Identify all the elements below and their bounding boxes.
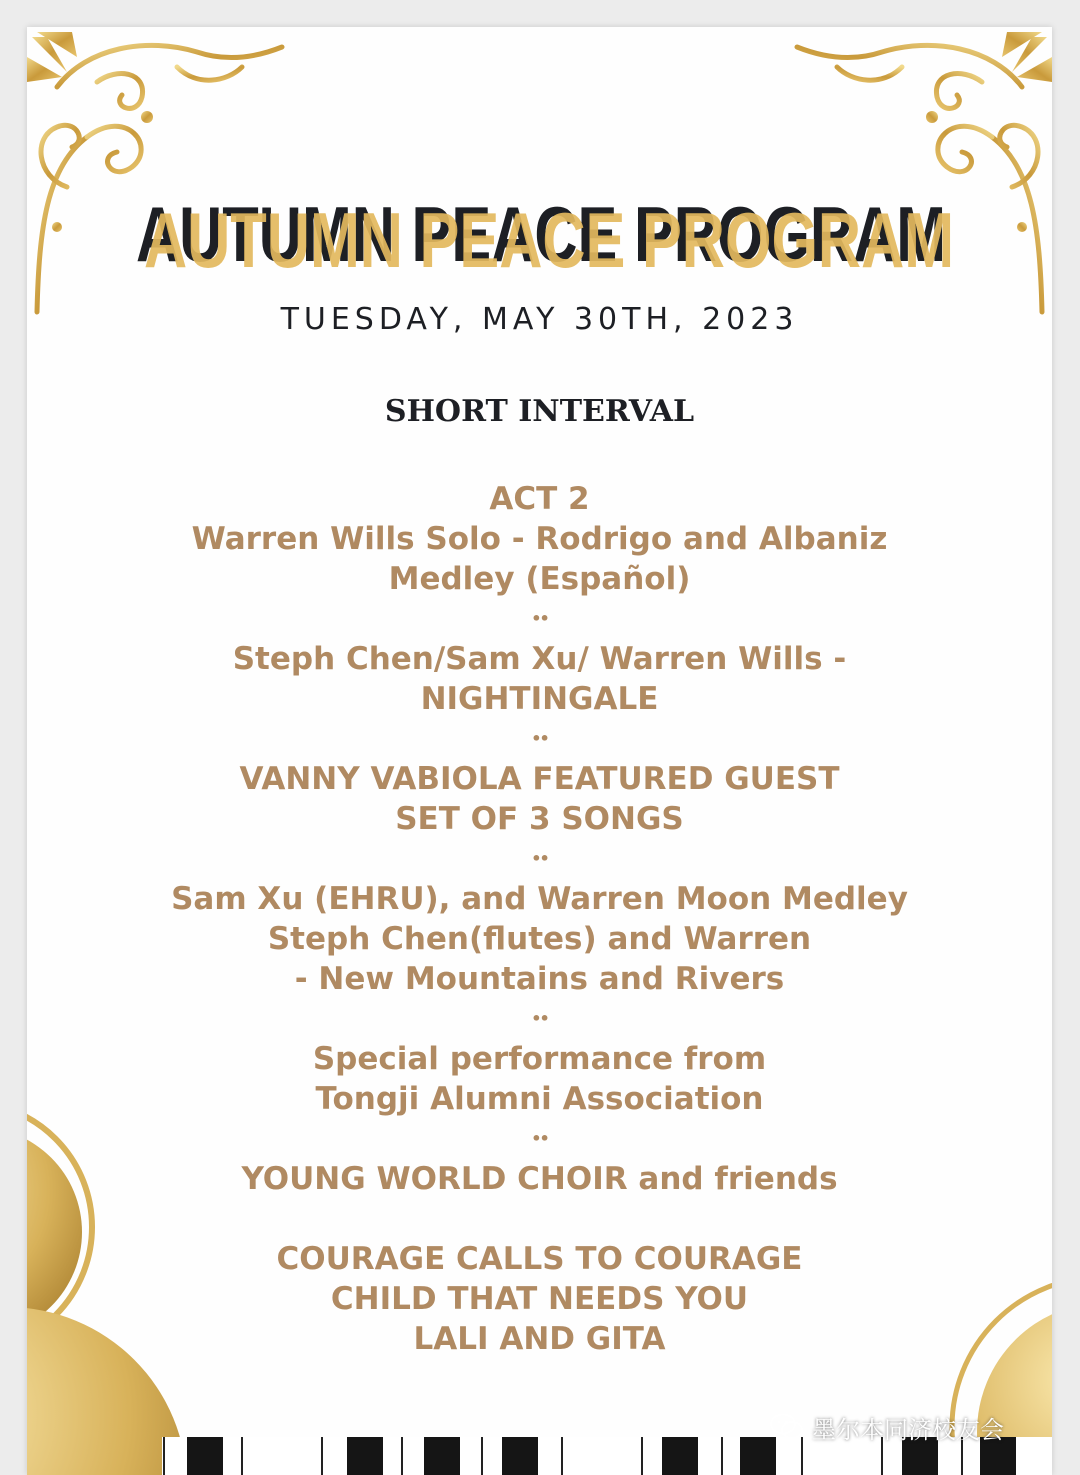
program-line: YOUNG WORLD CHOIR and friends [241, 1161, 838, 1197]
watermark-text: 墨尔本同济校友会 [812, 1415, 1004, 1444]
program-list [27, 479, 1052, 1359]
program-line: Steph Chen/Sam Xu/ Warren Wills - [232, 641, 847, 677]
program-line: Steph Chen(flutes) and Warren [267, 921, 812, 957]
separator-dots: •• [531, 729, 548, 748]
program-line: SET OF 3 SONGS [395, 801, 684, 837]
program-line: LALI AND GITA [413, 1321, 666, 1357]
separator-dots: •• [531, 849, 548, 868]
program-line: Warren Wills Solo - Rodrigo and Albaniz [191, 521, 888, 557]
program-line: Tongji Alumni Association [315, 1081, 764, 1117]
program-title [27, 177, 1052, 277]
program-line: CHILD THAT NEEDS YOU [330, 1281, 749, 1317]
program-line: VANNY VABIOLA FEATURED GUEST [239, 761, 840, 797]
title-text: AUTUMN PEACE PROGRAM [143, 196, 954, 277]
program-line: Sam Xu (EHRU), and Warren Moon Medley [171, 881, 908, 917]
program-card [27, 27, 1052, 1475]
separator-dots: •• [531, 1009, 548, 1028]
program-line: Medley (Español) [388, 561, 691, 597]
spacer [27, 1199, 1052, 1239]
short-interval-heading: SHORT INTERVAL [384, 394, 695, 429]
program-line: Special performance from [312, 1041, 767, 1077]
separator-dots: •• [531, 1129, 548, 1148]
program-line: COURAGE CALLS TO COURAGE [276, 1241, 803, 1277]
act-heading: ACT 2 [489, 481, 590, 517]
program-line: NIGHTINGALE [420, 681, 659, 717]
title-shadow: AUTUMN PEACE PROGRAM [135, 190, 946, 277]
wechat-icon [770, 1413, 804, 1441]
wechat-watermark [770, 1410, 1060, 1444]
program-date: TUESDAY, MAY 30TH, 2023 [280, 302, 799, 337]
separator-dots: •• [531, 609, 548, 628]
program-line: - New Mountains and Rivers [294, 961, 785, 997]
